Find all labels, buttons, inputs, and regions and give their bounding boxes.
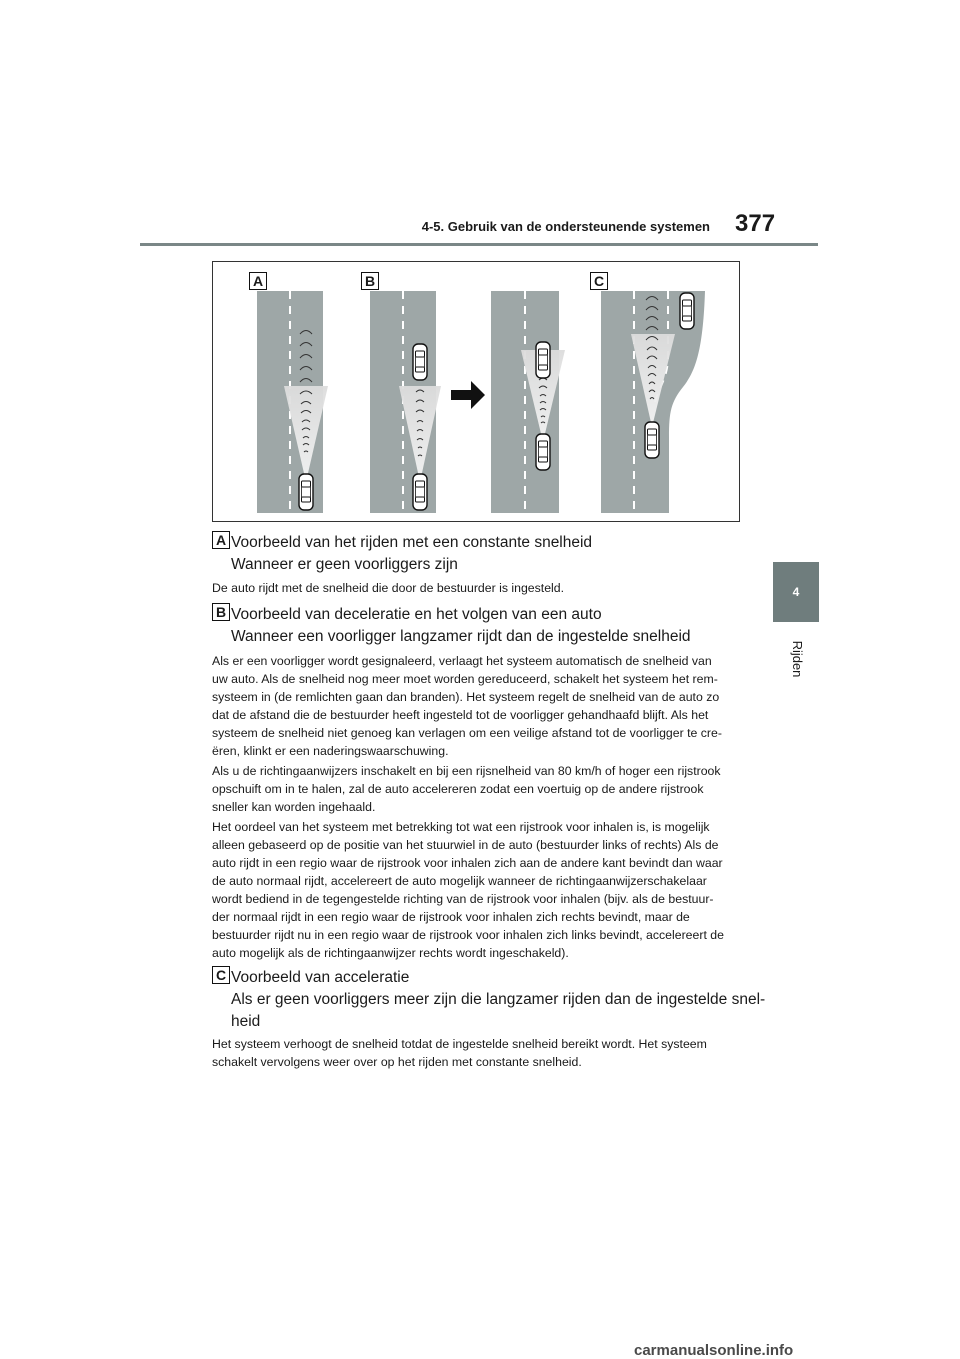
section-title: 4-5. Gebruik van de ondersteunende systemen (421, 219, 710, 234)
section-c-paragraph (212, 1035, 748, 1071)
text-line: Het oordeel van het systeem met betrekking tot wat een rijstrook voor inhalen is, is mogelijk (212, 820, 710, 834)
section-b-paragraph-2 (212, 762, 748, 816)
text-line: dat de afstand die de bestuurder heeft ingesteld tot de voorligger gehandhaafd blijft. Als het (212, 708, 709, 722)
road-b-after (491, 291, 565, 513)
text-line: der normaal rijdt in een regio waar de rijstrook voor inhalen zich rechts bevindt, maar de (212, 910, 690, 924)
text-line: de auto normaal rijdt, accelereert de auto mogelijk wanneer de richtingaanwijzerschakelaar (212, 874, 707, 888)
section-marker-b: B (212, 603, 230, 621)
text-line: auto mogelijk als de richtingaanwijzer rechts wordt ingeschakeld). (212, 946, 569, 960)
header-divider (140, 243, 818, 246)
text-line: alleen gebaseerd op de positie van het stuurwiel in de auto (bestuurder links of rechts) Als de (212, 838, 719, 852)
section-b-paragraph-1 (212, 652, 748, 760)
road-b (370, 291, 441, 513)
figure-label-b: B (361, 272, 379, 290)
text-line: systeem de snelheid niet genoeg kan verlagen om een veilige afstand tot de voorligger te cre- (212, 726, 722, 740)
section-b-title: Voorbeeld van deceleratie en het volgen van een auto (231, 606, 602, 623)
section-c-heading (231, 967, 765, 1033)
text-line: opschuift om in te halen, zal de auto accelereren zodat een voertuig op de andere rijstrook (212, 782, 704, 796)
chapter-tab[interactable]: 4 (773, 562, 819, 622)
text-line: ëren, klinkt er een naderingswaarschuwing. (212, 744, 449, 758)
text-line: bestuurder rijdt nu in een regio waar de rijstrook voor inhalen zich links bevindt, accelereert de (212, 928, 724, 942)
section-c-title: Voorbeeld van acceleratie (231, 969, 410, 986)
section-a-subtitle: Wanneer er geen voorliggers zijn (231, 556, 458, 573)
section-b-subtitle: Wanneer een voorligger langzamer rijdt dan de ingestelde snelheid (231, 628, 691, 645)
section-b-paragraph-3 (212, 818, 748, 962)
section-c-subtitle-2: heid (231, 1013, 261, 1030)
text-line: De auto rijdt met de snelheid die door de bestuurder is ingesteld. (212, 581, 565, 595)
text-line: uw auto. Als de snelheid nog meer moet worden gereduceerd, schakelt het systeem het rem- (212, 672, 718, 686)
road-c (601, 291, 705, 513)
watermark: carmanualsonline.info (634, 1342, 794, 1359)
text-line: wordt bediend in de tegengestelde richting van de rijstrook voor inhalen (bijv. als de bestuur- (212, 892, 714, 906)
figure-label-c: C (590, 272, 608, 290)
section-a-title: Voorbeeld van het rijden met een constante snelheid (231, 534, 593, 551)
transition-arrow-icon (451, 381, 485, 409)
page-number: 377 (735, 210, 776, 237)
text-line: sneller kan worden ingehaald. (212, 800, 376, 814)
section-marker-a: A (212, 531, 230, 549)
diagram-illustration (213, 262, 741, 523)
section-marker-c: C (212, 966, 230, 984)
cruise-control-diagram (212, 261, 740, 522)
section-c-subtitle-1: Als er geen voorliggers meer zijn die langzamer rijden dan de ingestelde snel- (231, 991, 766, 1008)
figure-label-a: A (249, 272, 267, 290)
road-a (257, 291, 328, 513)
text-line: Het systeem verhoogt de snelheid totdat de ingestelde snelheid bereikt wordt. Het systeem (212, 1037, 707, 1051)
text-line: schakelt vervolgens weer over op het rijden met constante snelheid. (212, 1055, 582, 1069)
section-a-heading (231, 532, 592, 576)
text-line: systeem in (de remlichten gaan dan branden). Het systeem regelt de snelheid van de auto zo (212, 690, 720, 704)
text-line: Als u de richtingaanwijzers inschakelt en bij een rijsnelheid van 80 km/h of hoger een rijstrook (212, 764, 721, 778)
text-line: Als er een voorligger wordt gesignaleerd, verlaagt het systeem automatisch de snelheid van (212, 654, 712, 668)
section-b-heading (231, 604, 691, 648)
chapter-label: Rijden (790, 640, 805, 678)
section-a-paragraph (212, 579, 748, 597)
text-line: auto rijdt in een regio waar de rijstrook voor inhalen zich aan de andere kant bevindt dan waar (212, 856, 723, 870)
